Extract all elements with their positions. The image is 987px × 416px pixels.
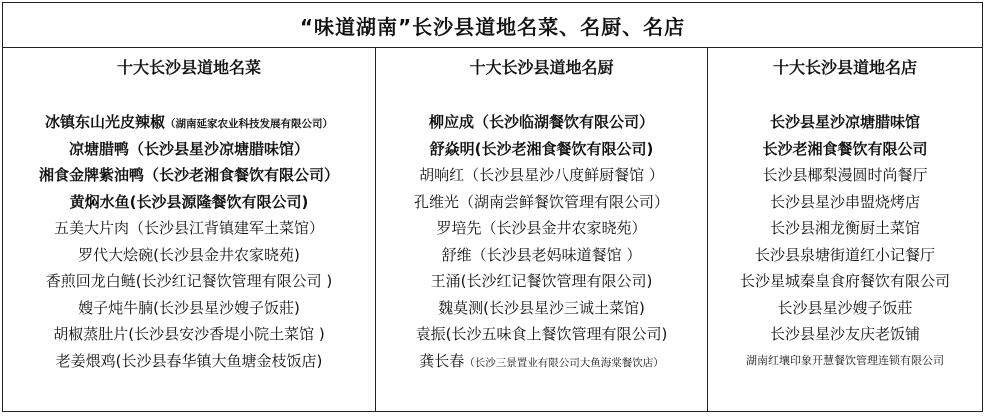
item-text: 罗代大烩碗(长沙县金井农家晓苑): [78, 245, 300, 264]
item-text: 五美大片肉（长沙县江背镇建军土菜馆）: [53, 219, 324, 237]
list-item: [708, 189, 982, 216]
dishes-list: [3, 109, 375, 374]
list-item: [3, 242, 375, 269]
item-text: 胡响红（长沙县星沙八度鲜厨餐馆 ）: [419, 166, 664, 184]
list-item: [376, 295, 707, 322]
item-text: 舒焱明(长沙老湘食餐饮有限公司): [429, 139, 654, 158]
list-item: [376, 189, 707, 216]
item-text: 香煎回龙白鲢(长沙红记餐饮管理有限公司 ): [45, 272, 333, 290]
column-header-chefs: 十大长沙县道地名厨: [469, 58, 614, 77]
list-item: [708, 136, 982, 163]
list-item: [3, 295, 375, 322]
item-text: 长沙县椰梨漫圆时尚餐厅: [762, 166, 928, 184]
item-text: 长沙县湘龙衡厨土菜馆: [769, 219, 920, 237]
item-text: 孔维光（湖南尝鲜餐饮管理有限公司）: [413, 192, 669, 211]
list-item: [3, 215, 375, 242]
item-text: 长沙老湘食餐饮有限公司: [762, 139, 928, 158]
list-item: [708, 321, 982, 348]
item-text: 龚长春: [419, 351, 465, 370]
list-item: [376, 109, 707, 136]
item-text: 长沙县星沙串盟烧烤店: [769, 192, 920, 211]
list-item: [3, 162, 375, 189]
list-item: [708, 295, 982, 322]
chefs-list: [376, 109, 707, 374]
list-item: [376, 348, 707, 375]
list-item: [3, 268, 375, 295]
item-text: 胡椒蒸肚片(长沙县安沙香堤小院土菜馆 ): [53, 325, 325, 343]
item-text: 魏莫测(长沙县星沙三诚土菜馆): [438, 298, 645, 317]
column-header-dishes: 十大长沙县道地名菜: [116, 58, 261, 77]
item-text: 长沙星城秦皇食府餐饮有限公司: [739, 272, 950, 290]
list-item: [3, 321, 375, 348]
item-text: 凉塘腊鸭（长沙县星沙凉塘腊味馆）: [68, 139, 309, 158]
item-text: 袁振(长沙五味食上餐饮管理有限公司): [415, 325, 668, 343]
awards-table: [2, 2, 983, 412]
list-item: [3, 348, 375, 375]
list-item: [708, 242, 982, 269]
columns-row: [3, 48, 982, 411]
item-text: 长沙县星沙友庆老饭铺: [769, 325, 920, 343]
item-text: 湖南红壤印象开慧餐饮管理连锁有限公司: [746, 353, 944, 367]
list-item: [3, 136, 375, 163]
item-subtext: （湖南延家农业科技发展有限公司）: [165, 118, 333, 130]
item-text: 柳应成（长沙临湖餐饮有限公司）: [428, 113, 654, 131]
list-item: [708, 348, 982, 375]
item-text: 长沙县星沙凉塘腊味馆: [769, 113, 920, 131]
restaurants-list: [708, 109, 982, 374]
column-restaurants: [707, 48, 982, 411]
item-text: 长沙县星沙嫂子饭莊: [777, 298, 913, 317]
column-header-restaurants: 十大长沙县道地名店: [772, 58, 917, 77]
item-text: 黄焖水鱼(长沙县源隆餐饮有限公司): [69, 192, 309, 211]
list-item: [708, 215, 982, 242]
item-text: 冰镇东山光皮辣椒: [44, 113, 165, 131]
table-title: “味道湖南”长沙县道地名菜、名厨、名店: [3, 3, 982, 48]
list-item: [376, 242, 707, 269]
item-text: 舒维（长沙县老妈味道餐馆 ）: [441, 245, 642, 264]
list-item: [3, 189, 375, 216]
list-item: [376, 268, 707, 295]
list-item: [708, 268, 982, 295]
list-item: [376, 136, 707, 163]
item-text: 湘食金牌紫油鸭（长沙老湘食餐饮有限公司）: [38, 166, 339, 184]
item-text: 长沙县泉塘街道红小记餐厅: [754, 245, 935, 264]
item-text: 王涌(长沙红记餐饮管理有限公司): [430, 272, 653, 290]
item-subtext: （长沙三景置业有限公司大鱼海棠餐饮店）: [464, 356, 664, 369]
list-item: [376, 321, 707, 348]
list-item: [376, 215, 707, 242]
column-chefs: [375, 48, 707, 411]
column-dishes: [3, 48, 375, 411]
list-item: [708, 109, 982, 136]
list-item: [376, 162, 707, 189]
item-text: 罗培先（长沙县金井农家晓苑）: [436, 219, 647, 237]
list-item: [3, 109, 375, 136]
list-item: [708, 162, 982, 189]
item-text: 老姜煨鸡(长沙县春华镇大鱼塘金枝饭店): [55, 351, 323, 370]
item-text: 嫂子炖牛腩(长沙县星沙嫂子饭莊): [78, 298, 300, 317]
